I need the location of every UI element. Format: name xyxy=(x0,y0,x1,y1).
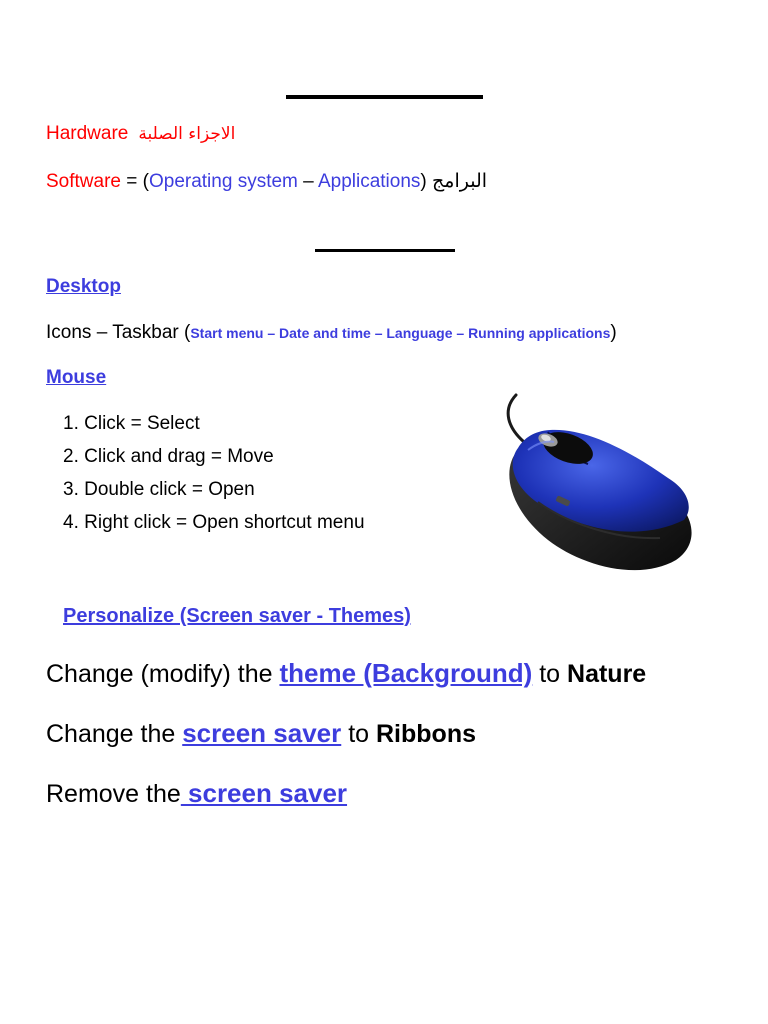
mouse-actions-list xyxy=(63,411,365,543)
remove-screensaver-link[interactable]: screen saver xyxy=(180,778,348,808)
hardware-line xyxy=(46,123,235,145)
software-eq: = ( xyxy=(120,171,149,192)
task-target-ribbons: Ribbons xyxy=(376,720,476,748)
software-close: ) xyxy=(420,171,433,192)
task-prefix: Remove the xyxy=(46,780,181,808)
task-prefix: Change (modify) the xyxy=(46,660,280,688)
icons-taskbar-line xyxy=(46,322,617,344)
change-screensaver-task xyxy=(46,718,476,749)
screensaver-link[interactable]: screen saver xyxy=(182,718,342,748)
software-arabic: البرامج xyxy=(432,170,488,192)
change-theme-task xyxy=(46,658,646,689)
list-item: 4. Right click = Open shortcut menu xyxy=(63,512,365,533)
task-target-nature: Nature xyxy=(567,660,647,688)
software-apps: Applications xyxy=(317,171,421,192)
taskbar-items: Start menu – Date and time – Language – Running applications xyxy=(190,325,611,341)
title-underline-rule xyxy=(286,95,483,99)
task-middle: to xyxy=(532,660,568,688)
list-item: 1. Click = Select xyxy=(63,413,200,434)
software-dash: – xyxy=(297,171,318,192)
task-prefix: Change the xyxy=(46,720,183,748)
desktop-heading: Desktop xyxy=(46,276,121,297)
computer-mouse-image xyxy=(488,390,698,580)
software-os: Operating system xyxy=(148,171,298,192)
icons-prefix: Icons – Taskbar ( xyxy=(46,322,191,343)
section-underline-rule xyxy=(315,249,455,252)
mouse-heading: Mouse xyxy=(46,367,107,388)
remove-screensaver-task xyxy=(46,778,347,809)
list-item: 3. Double click = Open xyxy=(63,479,255,500)
hardware-arabic: الاجزاء الصلبة xyxy=(138,124,236,144)
personalize-heading: Personalize (Screen saver - Themes) xyxy=(63,605,411,627)
software-line xyxy=(46,170,487,193)
software-label: Software xyxy=(46,171,121,192)
theme-link[interactable]: theme (Background) xyxy=(279,658,533,688)
task-middle: to xyxy=(341,720,376,748)
hardware-label: Hardware xyxy=(46,123,129,144)
list-item: 2. Click and drag = Move xyxy=(63,446,274,467)
icons-suffix: ) xyxy=(610,322,617,343)
